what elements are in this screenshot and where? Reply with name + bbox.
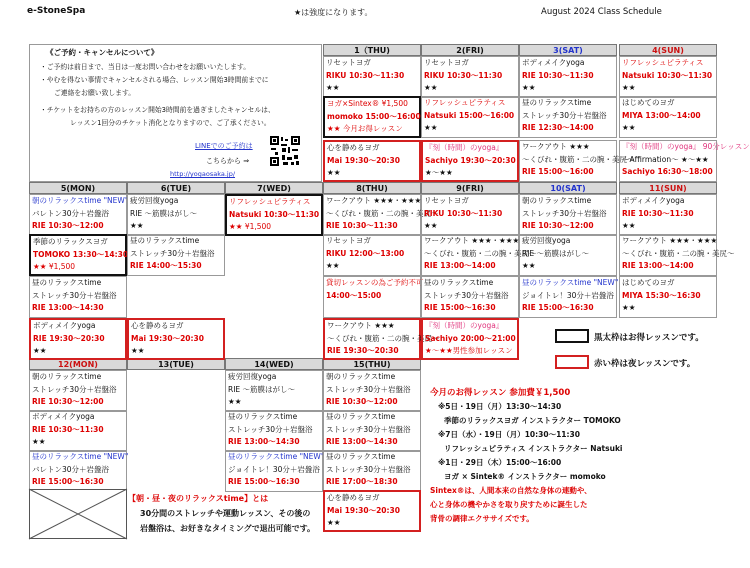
relax-text: 岩盤浴は、お好きなタイミングで退出可能です。: [140, 524, 316, 533]
class-detail: ストレッチ30分＋岩盤浴: [228, 424, 313, 434]
promo-line: ※7日（水）・19日（月）10:30〜11:30: [438, 430, 580, 439]
class-detail: Sachiyo 20:00〜21:00: [425, 333, 516, 343]
legend-red-box: [555, 355, 589, 369]
class-cell[interactable]: [619, 140, 750, 182]
class-info: ★★: [130, 221, 144, 230]
class-info: ★★: [522, 83, 536, 92]
class-detail: ストレッチ30分＋岩盤浴: [326, 424, 411, 434]
class-info: RIE 13:00〜14:00: [622, 261, 694, 270]
class-detail: バレトン30分＋岩盤浴: [32, 464, 110, 474]
class-detail: RIE 10:30〜11:30: [32, 424, 104, 434]
class-detail: RIE 19:30〜20:30: [33, 333, 105, 343]
legend-black-text: 黒太枠はお得レッスンです。: [594, 333, 704, 343]
class-cell[interactable]: [323, 318, 440, 360]
class-cell[interactable]: [519, 234, 617, 276]
class-cell[interactable]: [29, 194, 127, 236]
relax-title: 【朝・昼・夜のリラックスtime】とは: [128, 494, 269, 503]
class-name: 疲労回復yoga: [130, 196, 179, 205]
class-name: ボディメイクyoga: [522, 58, 585, 67]
class-cell[interactable]: [619, 234, 735, 276]
class-info: ★★: [33, 346, 47, 355]
day-header: 11(SUN): [619, 182, 717, 194]
site-url[interactable]: http://yogaosaka.jp/: [170, 170, 236, 178]
class-info: ★★ ¥1,500: [33, 262, 76, 271]
day-header: 8(THU): [323, 182, 421, 194]
class-name: 心を静めるヨガ: [327, 493, 380, 502]
class-detail: RIKU 10:30〜11:30: [424, 70, 503, 80]
class-detail: momoko 15:00〜16:00: [327, 111, 421, 121]
class-name: 朝のリラックスtime: [522, 196, 592, 205]
class-info: RIE 10:30〜12:00: [522, 221, 594, 230]
class-name: 貸切レッスンの為ご予約不可: [326, 278, 424, 287]
class-name: ボディメイクyoga: [32, 412, 95, 421]
class-name: 『刻（時間）のyoga』: [425, 321, 504, 330]
class-name: 朝のリラックスtime: [326, 372, 396, 381]
class-detail: MIYA 15:30〜16:30: [622, 290, 701, 300]
class-detail: RIE 10:30〜11:30: [522, 70, 594, 80]
class-info: RIE 13:00〜14:30: [326, 437, 398, 446]
class-detail: ストレッチ30分＋岩盤浴: [522, 208, 607, 218]
class-detail: 〜くびれ・腹筋・二の腕・美尻〜: [522, 154, 635, 164]
day-header: 13(TUE): [127, 358, 225, 370]
class-info: RIE 13:00〜14:30: [228, 437, 300, 446]
class-name: 昼のリラックスtime: [228, 412, 298, 421]
class-detail: RIE 10:30〜11:30: [622, 208, 694, 218]
sintex-text: 心と身体の機やかさを取り戻すために誕生した: [430, 500, 588, 509]
class-info: ★★: [424, 83, 438, 92]
class-name: リセットヨガ: [326, 58, 371, 67]
class-name: 心を静めるヨガ: [131, 321, 184, 330]
class-name: はじめてのヨガ: [622, 98, 675, 107]
class-detail: TOMOKO 13:30〜14:30: [33, 249, 129, 259]
promo-line: ※1日・29日（木）15:00〜16:00: [438, 458, 562, 467]
day-header: 10(SAT): [519, 182, 617, 194]
class-detail: Mai 19:30〜20:30: [327, 505, 400, 515]
class-detail: 〜くびれ・腹筋・二の腕・美尻〜: [424, 248, 537, 258]
class-name: リフレッシュピラティス: [622, 58, 704, 67]
class-info: RIE 17:00〜18:30: [326, 477, 398, 486]
class-cell[interactable]: [421, 234, 537, 276]
line-link[interactable]: LINEでのご予約は: [195, 142, 253, 150]
brand: e-StoneSpa: [27, 6, 86, 16]
class-cell[interactable]: [619, 56, 717, 98]
class-cell[interactable]: [29, 318, 127, 360]
class-detail: Natsuki 15:00〜16:00: [424, 110, 515, 120]
class-name: 心を静めるヨガ: [327, 143, 380, 152]
day-header: 7(WED): [225, 182, 323, 194]
class-detail: 〜Affirmation〜 ★〜★★: [622, 154, 709, 164]
class-name: 昼のリラックスtime: [326, 412, 396, 421]
class-name: 『刻（時間）のyoga』 90分レッスン: [622, 142, 750, 151]
class-cell[interactable]: [323, 56, 421, 98]
class-info: ★★: [622, 303, 636, 312]
class-name: 昼のリラックスtime: [522, 98, 592, 107]
class-detail: RIKU 12:00〜13:00: [326, 248, 405, 258]
class-info: ★★: [327, 518, 341, 527]
class-info: RIE 14:00〜15:30: [130, 261, 202, 270]
info-line: ご連絡をお願い致します。: [54, 89, 136, 97]
class-name: 昼のリラックスtime: [326, 452, 396, 461]
class-info: RIE 15:00〜16:30: [32, 477, 104, 486]
class-cell[interactable]: [225, 450, 323, 492]
class-cell[interactable]: [225, 370, 323, 412]
class-name: リフレッシュピラティス: [424, 98, 506, 107]
class-name: ヨガ×Sintex® ¥1,500: [327, 99, 408, 108]
class-cell[interactable]: [323, 140, 421, 182]
class-cell[interactable]: [323, 410, 421, 452]
class-cell[interactable]: [619, 96, 717, 138]
class-cell[interactable]: [127, 194, 225, 236]
class-info: RIE 15:00〜16:00: [522, 167, 594, 176]
class-info: ★★ ¥1,500: [229, 222, 272, 231]
class-name: ワークアウト ★★★・★★★: [622, 236, 718, 245]
qr-code-icon[interactable]: [269, 135, 301, 167]
class-cell[interactable]: [519, 194, 617, 236]
relax-text: 30分間のストレッチや運動レッスン、その後の: [140, 509, 311, 518]
class-info: ★〜★★男性参加レッスン: [425, 346, 513, 355]
class-cell[interactable]: [323, 370, 421, 412]
class-cell[interactable]: [323, 234, 421, 276]
class-detail: ジョイトレ！30分＋岩盤浴: [522, 290, 614, 300]
class-detail: Sachiyo 19:30〜20:30: [425, 155, 516, 165]
class-cell[interactable]: [421, 56, 519, 98]
class-cell[interactable]: [127, 234, 225, 276]
class-info: ★★: [622, 123, 636, 132]
class-cell[interactable]: [29, 276, 127, 318]
class-cell[interactable]: [29, 410, 127, 452]
class-info: [324, 302, 420, 315]
class-name: ワークアウト ★★★・★★★: [326, 196, 422, 205]
class-detail: ジョイトレ！30分＋岩盤浴: [228, 464, 320, 474]
class-name: ワークアウト ★★★: [327, 321, 395, 330]
class-detail: RIKU 10:30〜11:30: [424, 208, 503, 218]
class-cell[interactable]: [519, 96, 617, 138]
empty-crossed-cell: [29, 489, 127, 539]
class-info: RIE 13:00〜14:30: [32, 303, 104, 312]
class-info: ★〜★★: [425, 168, 453, 177]
class-info: Sachiyo 16:30〜18:00: [622, 167, 713, 176]
class-detail: Mai 19:30〜20:30: [327, 155, 400, 165]
schedule-title: August 2024 Class Schedule: [541, 7, 662, 17]
class-detail: RIE 〜筋膜はがし〜: [522, 248, 590, 258]
class-name: 昼のリラックスtime "NEW": [522, 278, 619, 287]
class-cell[interactable]: [519, 56, 617, 98]
class-detail: MIYA 13:00〜14:00: [622, 110, 701, 120]
class-cell[interactable]: [519, 140, 635, 182]
class-name: はじめてのヨガ: [622, 278, 675, 287]
class-detail: Natsuki 10:30〜11:30: [622, 70, 713, 80]
class-name: 昼のリラックスtime "NEW": [32, 452, 129, 461]
class-info: ★★: [326, 83, 340, 92]
class-info: RIE 10:30〜11:30: [326, 221, 398, 230]
day-header: 4(SUN): [619, 44, 717, 56]
day-header: 12(MON): [29, 358, 127, 370]
promo-line: ※5日・19日（月）13:30〜14:30: [438, 402, 562, 411]
class-name: 疲労回復yoga: [228, 372, 277, 381]
class-detail: 14:00〜15:00: [326, 290, 382, 300]
class-detail: 〜くびれ・腹筋・二の腕・美尻〜: [622, 248, 735, 258]
class-detail: ストレッチ30分＋岩盤浴: [130, 248, 215, 258]
class-info: RIE 15:00〜16:30: [522, 303, 594, 312]
class-cell[interactable]: [421, 140, 519, 182]
class-cell[interactable]: [323, 96, 421, 138]
class-name: リセットヨガ: [424, 196, 469, 205]
info-panel: [29, 44, 322, 182]
class-name: ボディメイクyoga: [622, 196, 685, 205]
day-header: 6(TUE): [127, 182, 225, 194]
class-name: 昼のリラックスtime "NEW": [228, 452, 325, 461]
day-header: 15(THU): [323, 358, 421, 370]
class-name: 昼のリラックスtime: [32, 278, 102, 287]
class-info: ★★: [424, 123, 438, 132]
promo-line: 季節のリラックスヨガ インストラクター TOMOKO: [444, 416, 621, 425]
class-info: ★★: [327, 168, 341, 177]
promo-line: ヨガ × Sintek® インストラクター momoko: [444, 472, 606, 481]
class-info: ★★: [522, 261, 536, 270]
class-name: リセットヨガ: [424, 58, 469, 67]
promo-title: 今月のお得レッスン 参加費￥1,500: [430, 388, 571, 398]
class-info: RIE 10:30〜12:00: [32, 397, 104, 406]
class-info: RIE 19:30〜20:30: [327, 346, 399, 355]
class-cell[interactable]: [421, 276, 519, 318]
class-cell[interactable]: [421, 194, 519, 236]
class-cell[interactable]: [127, 318, 225, 360]
class-info: ★★: [622, 83, 636, 92]
day-header: 14(WED): [225, 358, 323, 370]
day-header: 3(SAT): [519, 44, 617, 56]
class-info: RIE 12:30〜14:00: [522, 123, 594, 132]
class-info: ★★: [424, 221, 438, 230]
day-header: 5(MON): [29, 182, 127, 194]
class-name: 『刻（時間）のyoga』: [425, 143, 504, 152]
class-cell[interactable]: [29, 370, 127, 412]
class-detail: 〜くびれ・腹筋・二の腕・美尻〜: [327, 333, 440, 343]
class-name: リセットヨガ: [326, 236, 371, 245]
class-info: RIE 13:00〜14:00: [424, 261, 496, 270]
day-header: 9(FRI): [421, 182, 519, 194]
class-cell[interactable]: [29, 450, 127, 492]
info-title: 《ご予約・キャンセルについて》: [46, 48, 159, 57]
legend-black-box: [555, 329, 589, 343]
info-line: ・チケットをお持ちの方のレッスン開始3時間前を過ぎましたキャンセルは、: [40, 106, 275, 114]
class-name: 昼のリラックスtime: [130, 236, 200, 245]
class-cell[interactable]: [225, 410, 323, 452]
class-detail: バレトン30分＋岩盤浴: [32, 208, 110, 218]
class-detail: RIKU 10:30〜11:30: [326, 70, 405, 80]
class-cell[interactable]: [619, 276, 717, 318]
class-detail: 〜くびれ・腹筋・二の腕・美尻〜: [326, 208, 439, 218]
class-cell[interactable]: [619, 194, 717, 236]
class-detail: ストレッチ30分＋岩盤浴: [326, 464, 411, 474]
promo-block: [428, 386, 728, 526]
class-detail: ストレッチ30分＋岩盤浴: [424, 290, 509, 300]
class-cell[interactable]: [421, 96, 519, 138]
class-cell[interactable]: [323, 490, 421, 532]
class-name: ボディメイクyoga: [33, 321, 96, 330]
class-detail: RIE 〜筋膜はがし〜: [228, 384, 296, 394]
legend-red-text: 赤い枠は夜レッスンです。: [594, 359, 696, 369]
class-info: ★★ 今月お得レッスン: [327, 124, 403, 133]
class-detail: ストレッチ30分＋岩盤浴: [522, 110, 607, 120]
class-info: RIE 10:30〜12:00: [326, 397, 398, 406]
class-detail: ストレッチ30分＋岩盤浴: [32, 290, 117, 300]
class-detail: ストレッチ30分＋岩盤浴: [32, 384, 117, 394]
class-info: ★★: [228, 397, 242, 406]
class-cell[interactable]: [323, 450, 421, 492]
intensity-note: ★は強度になります。: [294, 8, 373, 17]
class-cell[interactable]: [323, 194, 439, 236]
class-detail: ストレッチ30分＋岩盤浴: [326, 384, 411, 394]
class-cell[interactable]: [519, 276, 617, 318]
class-info: ★★: [32, 437, 46, 446]
class-info: RIE 15:00〜16:30: [228, 477, 300, 486]
class-name: 昼のリラックスtime: [424, 278, 494, 287]
line-here: こちらから ⇒: [206, 157, 250, 165]
class-info: ★★: [622, 221, 636, 230]
sintex-text: Sintex®は、人間本来の自然な身体の連動や、: [430, 486, 592, 495]
class-cell[interactable]: [323, 276, 424, 318]
class-detail: Mai 19:30〜20:30: [131, 333, 204, 343]
class-name: 季節のリラックスヨガ: [33, 237, 108, 246]
day-header: 1（THU): [323, 44, 421, 56]
class-cell[interactable]: [29, 234, 127, 276]
class-name: ワークアウト ★★★: [522, 142, 590, 151]
info-line: ・やむを得ない事情でキャンセルされる場合、レッスン開始3時間前までに: [40, 76, 269, 84]
class-detail: Natsuki 10:30〜11:30: [229, 209, 320, 219]
class-info: RIE 10:30〜12:00: [32, 221, 104, 230]
day-header: 2(FRI): [421, 44, 519, 56]
class-info: RIE 15:00〜16:30: [424, 303, 496, 312]
class-name: 朝のリラックスtime: [32, 372, 102, 381]
class-cell[interactable]: [225, 194, 323, 236]
class-name: ワークアウト ★★★・★★★: [424, 236, 520, 245]
class-name: 疲労回復yoga: [522, 236, 571, 245]
class-name: 朝のリラックスtime "NEW": [32, 196, 129, 205]
class-cell[interactable]: [421, 318, 519, 360]
class-detail: RIE 〜筋膜はがし〜: [130, 208, 198, 218]
relax-explanation: [128, 491, 324, 536]
sintex-text: 背骨の調律エクササイズです。: [430, 514, 534, 523]
info-line: ・ご予約は前日まで、当日は一度お問い合わせをお願いいたします。: [40, 63, 251, 71]
class-info: ★★: [131, 346, 145, 355]
class-name: リフレッシュピラティス: [229, 197, 311, 206]
promo-line: リフレッシュピラティス インストラクター Natsuki: [444, 444, 623, 453]
class-info: ★★: [326, 261, 340, 270]
info-line: レッスン1回分のチケット消化となりますので、ご了承ください。: [70, 119, 271, 127]
